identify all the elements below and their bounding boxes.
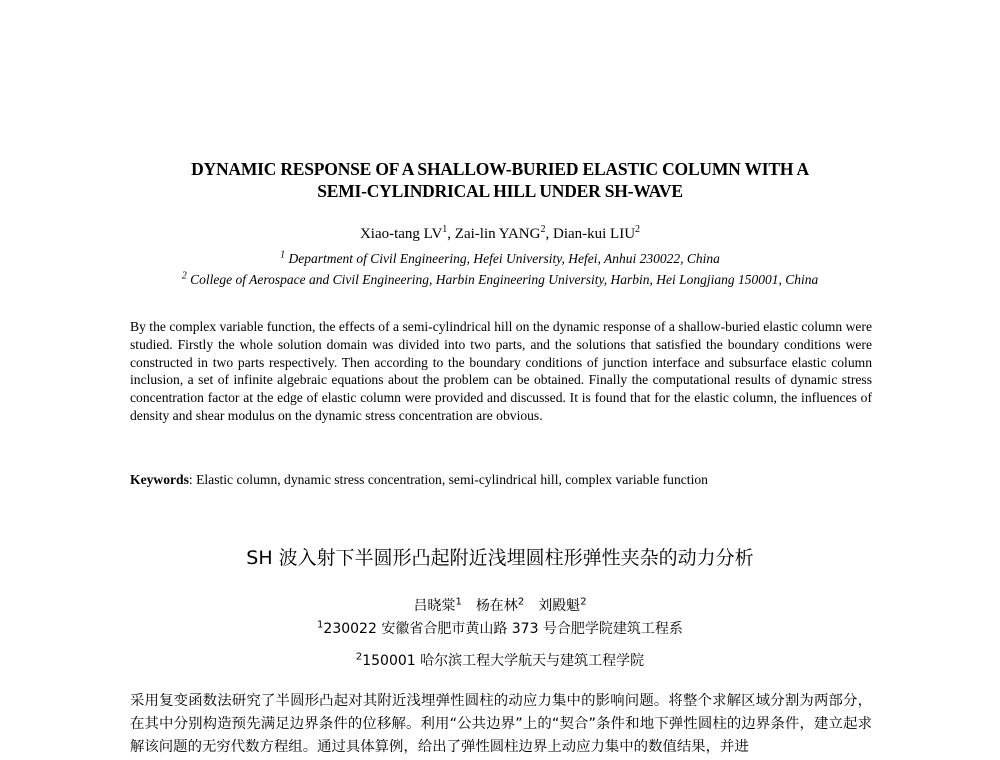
chinese-author-name: 刘殿魁 [538, 598, 581, 614]
keywords-label: Keywords [130, 472, 189, 487]
abstract-paragraph: By the complex variable function, the effects of a semi-cylindrical hill on the dynamic response of a shallow-buried elastic column were studied. Firstly the whole solution domain was divided into two parts, and the solutions that satisfied the boundary conditions were constructed in two parts respectively. Then according to the boundary conditions of junction interface and subsurface elastic column inclusion, a set of infinite algebraic equations about the problem can be obtained. Finally the computational results of dynamic stress concentration factor at the edge of elastic column were provided and discussed. It is found that for the elastic column, the influences of density and shear modulus on the dynamic stress concentration are obvious. [130, 319, 872, 423]
author-name: Dian-kui LIU [552, 226, 636, 242]
affiliation-mark: 1 [455, 596, 462, 608]
affiliation-mark: 1 [317, 619, 324, 631]
keywords-line [130, 471, 872, 489]
affiliation-mark: 2 [580, 596, 587, 608]
affiliation-mark: 2 [355, 651, 363, 663]
chinese-affiliation-text: 150001 哈尔滨工程大学航天与建筑工程学院 [362, 653, 645, 669]
affiliation-2 [100, 271, 900, 289]
keywords-text: : Elastic column, dynamic stress concentration, semi-cylindrical hill, complex variable function [188, 472, 708, 487]
chinese-author-name: 吕晓棠 [413, 598, 456, 614]
chinese-affiliation-text: 230022 安徽省合肥市黄山路 373 号合肥学院建筑工程系 [323, 621, 683, 637]
paper-title [100, 158, 900, 202]
chinese-title: SH 波入射下半圆形凸起附近浅埋圆柱形弹性夹杂的动力分析 [246, 547, 754, 569]
affiliation-text: College of Aerospace and Civil Engineering, Harbin Engineering University, Harbin, Hei Longjiang 150001, China [190, 272, 819, 287]
paper-title-line-1: DYNAMIC RESPONSE OF A SHALLOW-BURIED ELASTIC COLUMN WITH A [191, 159, 809, 179]
affiliation-mark: 2 [181, 270, 187, 282]
chinese-affiliation-2 [100, 652, 900, 670]
affiliation-text: Department of Civil Engineering, Hefei University, Hefei, Anhui 230022, China [288, 251, 720, 266]
affiliation-mark: 2 [635, 224, 641, 235]
chinese-author-name: 杨在林 [475, 598, 518, 614]
author-separator: , [447, 226, 455, 242]
chinese-author-list [100, 597, 900, 615]
affiliation-mark: 2 [540, 224, 546, 235]
author-name: Zai-lin YANG [454, 226, 541, 242]
paper-title-line-2: SEMI-CYLINDRICAL HILL UNDER SH-WAVE [317, 181, 683, 201]
affiliation-mark: 1 [280, 249, 286, 261]
author-name: Xiao-tang LV [359, 226, 443, 242]
chinese-abstract-paragraph: 采用复变函数法研究了半圆形凸起对其附近浅埋弹性圆柱的动应力集中的影响问题。将整个求解区域分割为两部分，在其中分别构造预先满足边界条件的位移解。利用“公共边界”上的“契合”条件和地下弹性圆柱的边界条件，建立起求解该问题的无穷代数方程组。通过具体算例，给出了弹性圆柱边界上动应力集中的数值结果，并进 [130, 693, 872, 755]
affiliation-1 [100, 250, 900, 268]
affiliation-mark: 1 [442, 224, 448, 235]
chinese-affiliation-1 [100, 620, 900, 638]
author-list [100, 225, 900, 243]
affiliation-mark: 2 [517, 596, 525, 608]
author-separator: , [545, 226, 553, 242]
